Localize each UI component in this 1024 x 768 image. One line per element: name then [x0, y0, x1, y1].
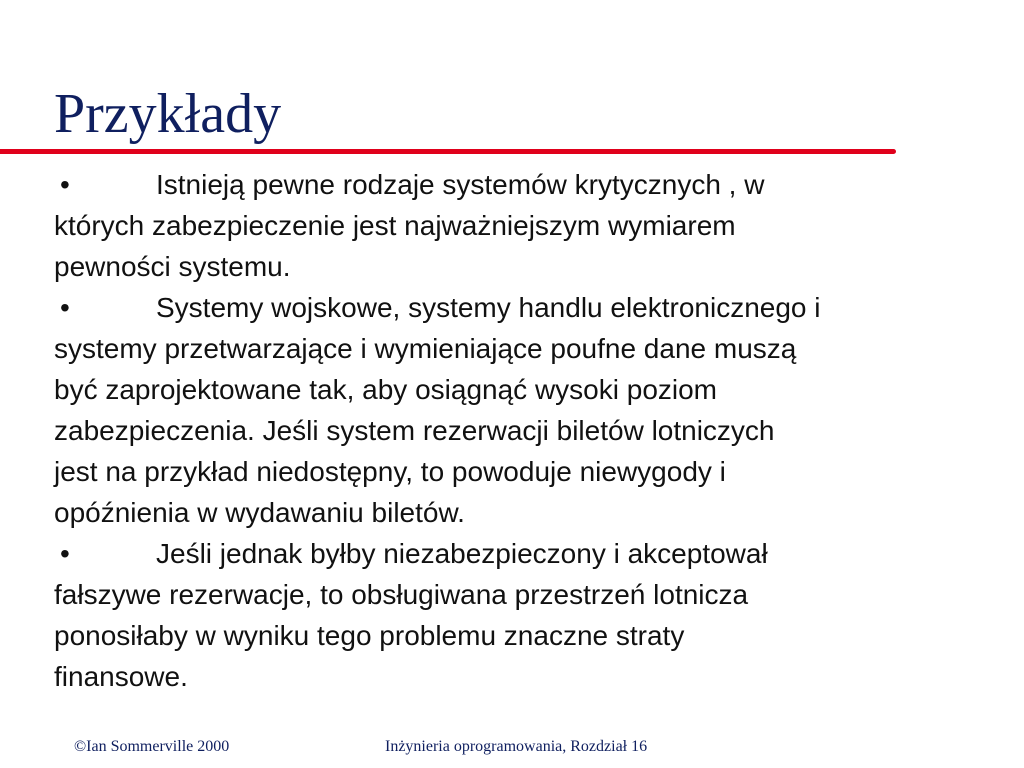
- footer-copyright: ©Ian Sommerville 2000: [74, 738, 230, 755]
- bullet-marker: •: [60, 169, 70, 200]
- paragraph-text: Istnieją pewne rodzaje systemów krytycznych , w których zabezpieczenie jest najważniejszym wymiarem pewności systemu.: [54, 169, 765, 282]
- slide-body: [54, 164, 974, 697]
- bullet-marker: •: [60, 538, 70, 569]
- bullet-paragraph: [54, 287, 974, 533]
- paragraph-text: Systemy wojskowe, systemy handlu elektronicznego i systemy przetwarzające i wymieniające poufne dane muszą być zaprojektowane tak, aby osiągnąć wysoki poziom zabezpieczenia. Jeśli system rezerwacji biletów lotniczych jest na przykład niedostępny, to powoduje niewygody i opóźnienia w wydawaniu biletów.: [54, 292, 821, 528]
- title-underline: [0, 149, 896, 154]
- bullet-paragraph: [54, 533, 974, 697]
- bullet-marker: •: [60, 292, 70, 323]
- paragraph-text: Jeśli jednak byłby niezabezpieczony i akceptował fałszywe rezerwacje, to obsługiwana przestrzeń lotnicza ponosiłaby w wyniku tego problemu znaczne straty finansowe.: [54, 538, 768, 692]
- slide-title: Przykłady: [54, 83, 282, 145]
- footer-chapter: Inżynieria oprogramowania, Rozdział 16: [385, 738, 648, 755]
- bullet-paragraph: [54, 164, 974, 287]
